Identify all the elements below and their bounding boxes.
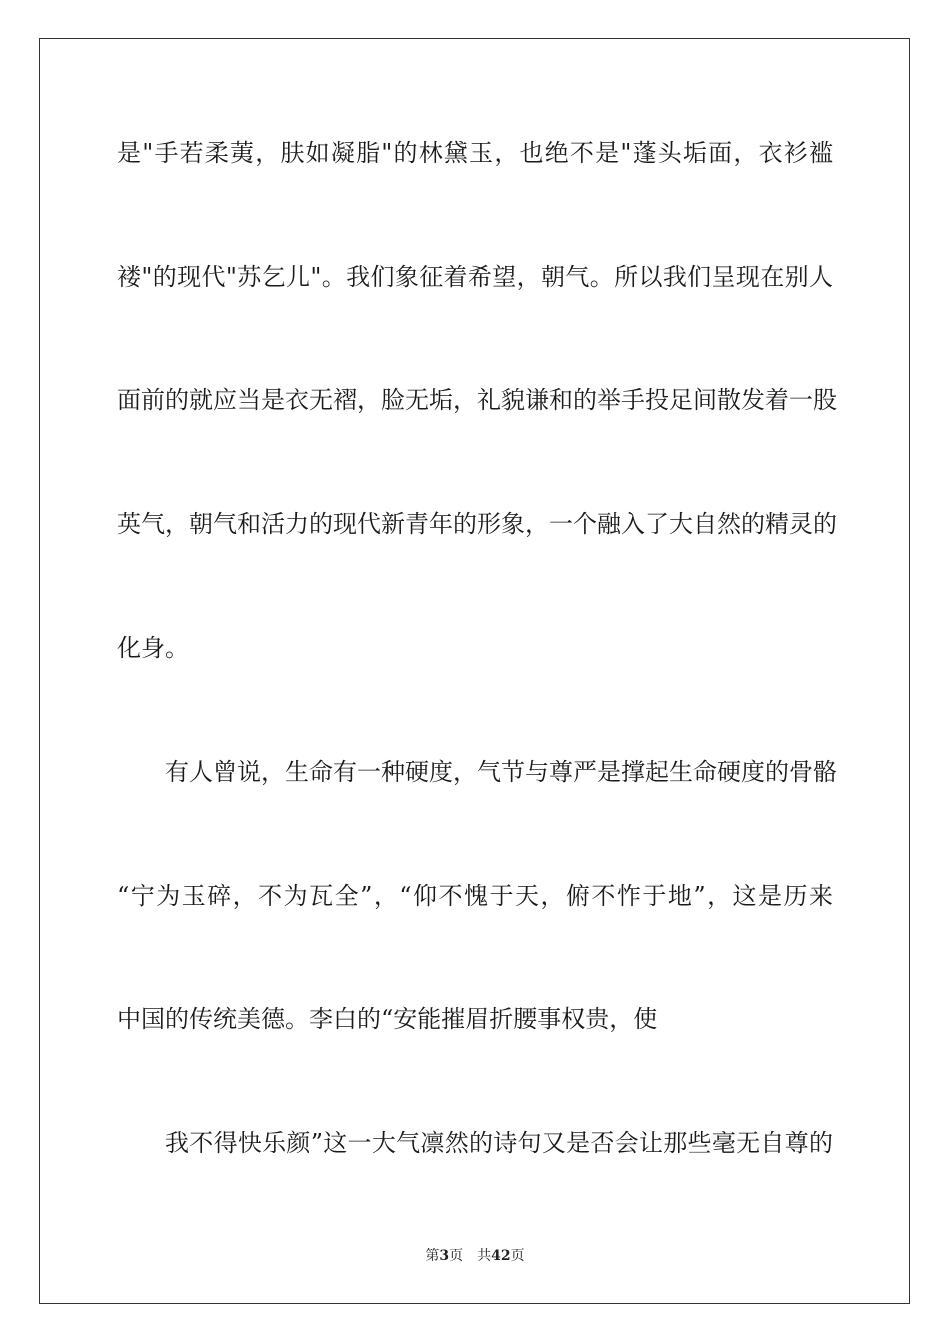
- text-line-5: 化身。: [117, 634, 189, 662]
- text-line-6: 有人曾说，生命有一种硬度，气节与尊严是撑起生命硬度的骨骼: [165, 758, 837, 786]
- page-border: [39, 38, 910, 1304]
- footer-page-number: 3: [439, 1248, 450, 1264]
- footer-total-pages: 42: [491, 1248, 511, 1264]
- text-line-9: 我不得快乐颜”这一大气凛然的诗句又是否会让那些毫无自尊的: [165, 1129, 833, 1157]
- page-footer: [0, 1246, 950, 1266]
- text-line-1: 是"手若柔荑，肤如凝脂"的林黛玉，也绝不是"蓬头垢面，衣衫褴: [117, 139, 833, 167]
- footer-total-prefix: 共: [477, 1248, 492, 1264]
- text-line-7: “宁为玉碎，不为瓦全”，“仰不愧于天，俯不怍于地”，这是历来: [117, 882, 833, 910]
- footer-page-prefix: 第: [425, 1248, 440, 1264]
- text-line-4: 英气，朝气和活力的现代新青年的形象，一个融入了大自然的精灵的: [117, 510, 837, 538]
- text-line-3: 面前的就应当是衣无褶，脸无垢，礼貌谦和的举手投足间散发着一股: [117, 386, 837, 414]
- footer-total-suffix: 页: [510, 1248, 525, 1264]
- text-line-8: 中国的传统美德。李白的“安能摧眉折腰事权贵，使: [117, 1005, 658, 1033]
- text-line-2: 褛"的现代"苏乞儿"。我们象征着希望，朝气。所以我们呈现在别人: [117, 263, 833, 291]
- footer-page-suffix: 页: [449, 1248, 464, 1264]
